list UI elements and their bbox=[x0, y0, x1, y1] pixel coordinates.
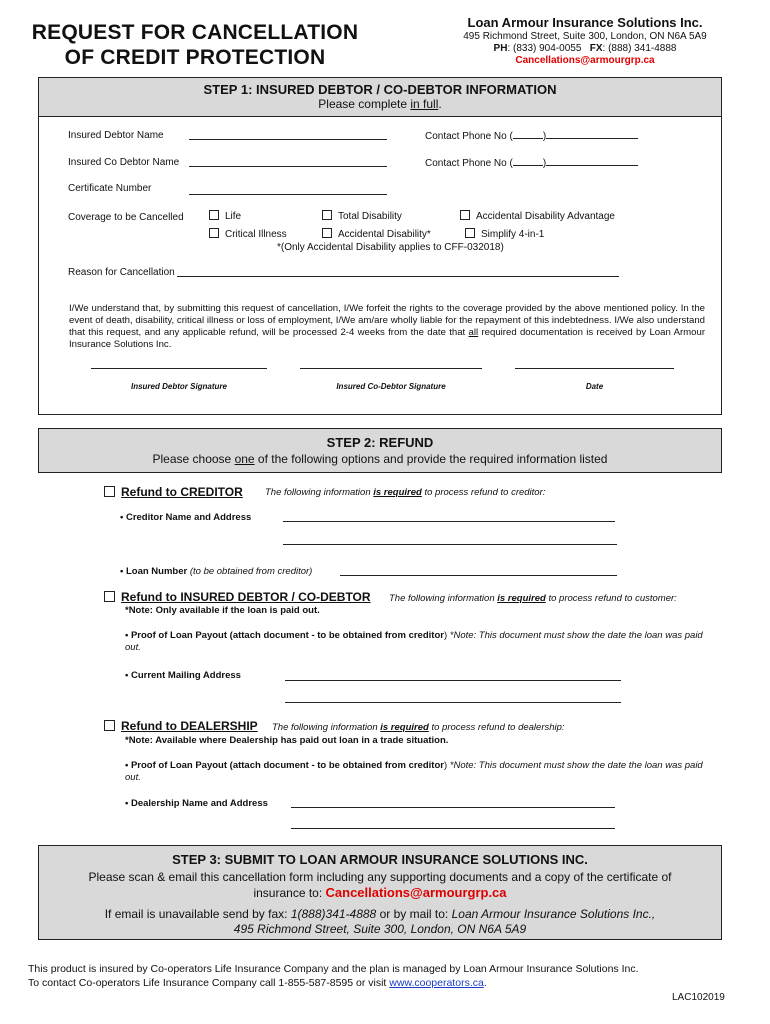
step3-fax-line: If email is unavailable send by fax: 1(888)341-4888 or by mail to: Loan Armour Insurance Solutions Inc., bbox=[104, 907, 656, 921]
debtor-signature-line[interactable] bbox=[91, 368, 267, 369]
form-code: LAC102019 bbox=[672, 992, 725, 1003]
title-line-2: OF CREDIT PROTECTION bbox=[64, 46, 326, 69]
checkbox[interactable] bbox=[209, 228, 219, 238]
dealership-proof-of-payout: • Proof of Loan Payout (attach document - to be obtained from creditor) *Note: This document must show the date the loan was paid out. bbox=[125, 760, 703, 783]
insured-note: *Note: Only available if the loan is paid out. bbox=[125, 605, 320, 616]
coverage-label: Coverage to be Cancelled bbox=[68, 212, 184, 223]
cooperators-link[interactable]: www.cooperators.ca bbox=[389, 977, 484, 989]
date-line[interactable] bbox=[515, 368, 674, 369]
insured-proof-of-payout: • Proof of Loan Payout (attach document - to be obtained from creditor) *Note: This document must show the date the loan was paid out. bbox=[125, 630, 703, 653]
checkbox[interactable] bbox=[322, 228, 332, 238]
insured-debtor-label: Insured Debtor Name bbox=[68, 130, 164, 141]
step3-line1: Please scan & email this cancellation form including any supporting documents and a copy of the certificate of bbox=[88, 870, 672, 884]
checkbox[interactable] bbox=[209, 210, 219, 220]
creditor-address-field[interactable] bbox=[283, 535, 617, 545]
option-critical-illness[interactable]: Critical Illness bbox=[209, 228, 287, 240]
refund-creditor-option[interactable]: Refund to CREDITOR bbox=[104, 485, 243, 499]
phone-field-2[interactable] bbox=[546, 157, 638, 166]
debtor-signature-label: Insured Debtor Signature bbox=[130, 382, 227, 391]
certificate-field[interactable] bbox=[189, 185, 387, 195]
checkbox[interactable] bbox=[465, 228, 475, 238]
acknowledgement-paragraph: I/We understand that, by submitting this request of cancellation, I/We forfeit the rights to the coverage provided by the above mentioned policy. In the event of death, disability, critical illness or loss of employment, I/We am/are wholly liable for the repayment of this indebtedness. I/We also understand that this request, and any applicable refund, will be processed 2-4 weeks from the date that all required documentation is received by Loan Armour Insurance Solutions Inc. bbox=[69, 303, 706, 350]
title-line-1: REQUEST FOR CANCELLATION bbox=[31, 21, 359, 44]
mailing-address-field-2[interactable] bbox=[285, 693, 621, 703]
option-simplify[interactable]: Simplify 4-in-1 bbox=[465, 228, 544, 240]
insured-debtor-field[interactable] bbox=[189, 130, 387, 140]
step2-header bbox=[38, 428, 722, 473]
creditor-name-label: • Creditor Name and Address bbox=[120, 512, 252, 523]
checkbox[interactable] bbox=[104, 486, 115, 497]
footer-line1: This product is insured by Co-operators Life Insurance Company and the plan is managed by Loan Armour Insurance Solutions Inc. bbox=[28, 963, 639, 975]
option-life[interactable]: Life bbox=[209, 210, 241, 222]
certificate-label: Certificate Number bbox=[68, 183, 152, 194]
phone-field-1[interactable] bbox=[546, 130, 638, 139]
dealership-description: The following information is required to process refund to dealership: bbox=[272, 722, 565, 733]
option-total-disability[interactable]: Total Disability bbox=[322, 210, 402, 222]
loan-number-field[interactable] bbox=[340, 566, 617, 576]
co-debtor-signature-label: Insured Co-Debtor Signature bbox=[336, 382, 446, 391]
company-info bbox=[440, 14, 730, 67]
insured-co-debtor-label: Insured Co Debtor Name bbox=[68, 157, 180, 168]
loan-number-label: • Loan Number (to be obtained from creditor) bbox=[120, 566, 313, 577]
checkbox[interactable] bbox=[460, 210, 470, 220]
area-code-field-2[interactable] bbox=[513, 157, 543, 166]
step3-section bbox=[38, 845, 722, 940]
step2-heading: STEP 2: REFUND bbox=[326, 435, 434, 450]
mailing-address-field-1[interactable] bbox=[285, 671, 621, 681]
option-accidental-disability[interactable]: Accidental Disability* bbox=[322, 228, 431, 240]
dealership-name-field[interactable] bbox=[291, 798, 615, 808]
company-name: Loan Armour Insurance Solutions Inc. bbox=[467, 15, 703, 30]
refund-dealership-option[interactable]: Refund to DEALERSHIP bbox=[104, 719, 258, 733]
step3-heading: STEP 3: SUBMIT TO LOAN ARMOUR INSURANCE SOLUTIONS INC. bbox=[172, 852, 588, 867]
footer bbox=[28, 962, 728, 990]
area-code-field-1[interactable] bbox=[513, 130, 543, 139]
checkbox[interactable] bbox=[322, 210, 332, 220]
step1-heading: STEP 1: INSURED DEBTOR / CO-DEBTOR INFORMATION bbox=[203, 82, 557, 97]
checkbox[interactable] bbox=[104, 591, 115, 602]
checkbox[interactable] bbox=[104, 720, 115, 731]
footer-line2: To contact Co-operators Life Insurance Company call 1-855-587-8595 or visit www.cooperators.ca. bbox=[28, 977, 487, 989]
dealership-name-label: • Dealership Name and Address bbox=[125, 798, 268, 809]
form-title bbox=[30, 20, 360, 70]
co-debtor-signature-line[interactable] bbox=[300, 368, 482, 369]
dealership-note: *Note: Available where Dealership has paid out loan in a trade situation. bbox=[125, 735, 449, 746]
step3-mail-address: 495 Richmond Street, Suite 300, London, ON N6A 5A9 bbox=[233, 922, 527, 936]
insured-co-debtor-field[interactable] bbox=[189, 157, 387, 167]
reason-label: Reason for Cancellation bbox=[68, 267, 175, 278]
creditor-name-field[interactable] bbox=[283, 512, 615, 522]
step1-section bbox=[38, 77, 722, 415]
insured-description: The following information is required to process refund to customer: bbox=[389, 593, 677, 604]
step2-subheading: Please choose one of the following options and provide the required information listed bbox=[152, 452, 608, 466]
refund-insured-option[interactable]: Refund to INSURED DEBTOR / CO-DEBTOR bbox=[104, 590, 371, 604]
option-accidental-disability-advantage[interactable]: Accidental Disability Advantage bbox=[460, 210, 615, 222]
mailing-address-label: • Current Mailing Address bbox=[125, 670, 241, 681]
company-phone-fax: PH: (833) 904-0055 FX: (888) 341-4888 bbox=[493, 43, 677, 54]
contact-phone-label-2: Contact Phone No ( ) bbox=[425, 157, 638, 169]
coverage-footnote: *(Only Accidental Disability applies to CFF-032018) bbox=[277, 242, 504, 253]
step3-line2: insurance to: Cancellations@armourgrp.ca bbox=[253, 885, 507, 900]
reason-field[interactable] bbox=[177, 267, 619, 277]
step1-header bbox=[39, 78, 721, 117]
company-address: 495 Richmond Street, Suite 300, London, ON N6A 5A9 bbox=[463, 31, 707, 42]
step3-email[interactable]: Cancellations@armourgrp.ca bbox=[325, 885, 507, 900]
date-label: Date bbox=[585, 382, 604, 391]
dealership-address-field[interactable] bbox=[291, 819, 615, 829]
creditor-description: The following information is required to process refund to creditor: bbox=[265, 487, 546, 498]
step1-subheading: Please complete in full. bbox=[318, 97, 442, 111]
company-email[interactable]: Cancellations@armourgrp.ca bbox=[515, 55, 655, 66]
contact-phone-label-1: Contact Phone No ( ) bbox=[425, 130, 638, 142]
